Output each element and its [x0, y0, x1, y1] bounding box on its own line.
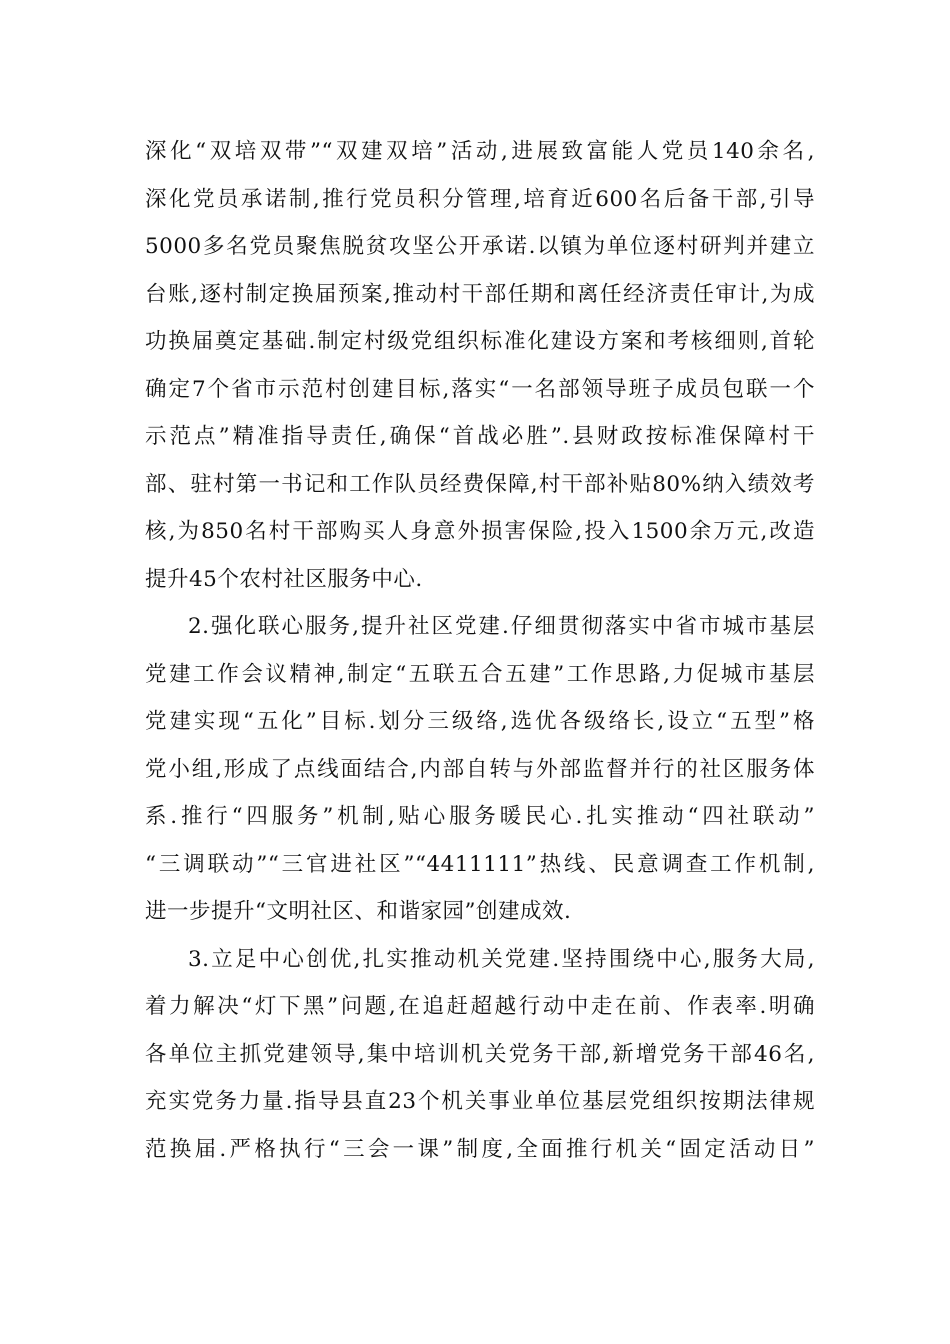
paragraph-line: 各单位主抓党建领导,集中培训机关党务干部,新增党务干部46名, [145, 1041, 815, 1067]
paragraph-line: 党建实现“五化”目标.划分三级络,选优各级络长,设立“五型”格 [145, 709, 815, 734]
paragraph-line: 功换届奠定基础.制定村级党组织标准化建设方案和考核细则,首轮 [145, 329, 815, 354]
paragraph-line: 示范点”精准指导责任,确保“首战必胜”.县财政按标准保障村干 [145, 424, 815, 449]
paragraph-line: 进一步提升“文明社区、和谐家园”创建成效. [145, 899, 572, 924]
paragraph-line: 核,为850名村干部购买人身意外损害保险,投入1500余万元,改造 [145, 519, 815, 544]
paragraph-line: 着力解决“灯下黑”问题,在追赶超越行动中走在前、作表率.明确 [145, 994, 815, 1019]
paragraph-line: 深化“双培双带”“双建双培”活动,进展致富能人党员140余名, [145, 139, 815, 164]
paragraph-line: 3.立足中心创优,扎实推动机关党建.坚持围绕中心,服务大局, [188, 946, 815, 972]
paragraph-line: 确定7个省市示范村创建目标,落实“一名部领导班子成员包联一个 [145, 376, 815, 402]
paragraph-line: 台账,逐村制定换届预案,推动村干部任期和离任经济责任审计,为成 [145, 281, 815, 307]
paragraph-line: 范换届.严格执行“三会一课”制度,全面推行机关“固定活动日” [145, 1136, 815, 1162]
paragraph-line: 系.推行“四服务”机制,贴心服务暖民心.扎实推动“四社联动” [145, 804, 815, 829]
paragraph-line: 充实党务力量.指导县直23个机关事业单位基层党组织按期法律规 [145, 1089, 815, 1114]
paragraph-line: 党建工作会议精神,制定“五联五合五建”工作思路,力促城市基层 [145, 661, 815, 687]
paragraph-line: 提升45个农村社区服务中心. [145, 566, 423, 592]
paragraph-1 [145, 128, 815, 603]
paragraph-line: 党小组,形成了点线面结合,内部自转与外部监督并行的社区服务体 [145, 756, 815, 782]
paragraph-3 [145, 936, 815, 1174]
document-body [145, 128, 815, 1173]
paragraph-line: 5000多名党员聚焦脱贫攻坚公开承诺.以镇为单位逐村研判并建立 [145, 234, 815, 259]
paragraph-line: “三调联动”“三官进社区”“4411111”热线、民意调查工作机制, [145, 851, 815, 877]
paragraph-line: 深化党员承诺制,推行党员积分管理,培育近600名后备干部,引导 [145, 186, 815, 212]
paragraph-line: 部、驻村第一书记和工作队员经费保障,村干部补贴80%纳入绩效考 [145, 471, 815, 497]
paragraph-line: 2.强化联心服务,提升社区党建.仔细贯彻落实中省市城市基层 [188, 614, 815, 639]
paragraph-2 [145, 603, 815, 936]
